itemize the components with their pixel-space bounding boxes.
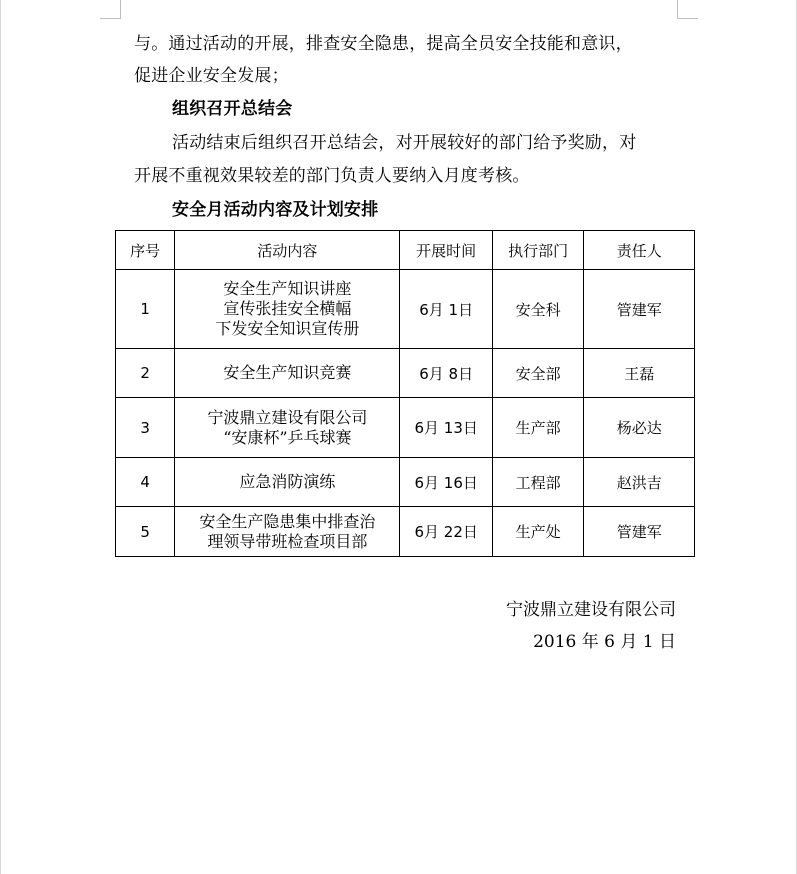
cell-activity xyxy=(175,349,400,398)
paragraph-1-line-2: 促进企业安全发展； xyxy=(134,66,289,86)
cell-time: 6月 13日 xyxy=(400,398,492,458)
activity-line: 宁波鼎立建设有限公司 xyxy=(207,407,368,427)
paragraph-1-line-1: 与。通过活动的开展，排查安全隐患，提高全员安全技能和意识， xyxy=(134,34,633,54)
cell-person: 王磊 xyxy=(584,349,695,398)
cell-dept: 工程部 xyxy=(492,458,583,507)
header-dept: 执行部门 xyxy=(492,231,583,270)
crop-mark-top-left xyxy=(120,0,121,18)
cell-activity xyxy=(175,507,400,557)
cell-seq: 2 xyxy=(116,349,175,398)
activity-line: 宣传张挂安全横幅 xyxy=(223,299,352,318)
header-time: 开展时间 xyxy=(400,231,492,270)
cell-seq: 5 xyxy=(116,507,175,557)
table-row xyxy=(116,458,695,507)
header-person: 责任人 xyxy=(584,231,695,270)
table-row xyxy=(116,270,695,349)
cell-time: 6月 1日 xyxy=(400,270,492,349)
cell-dept: 安全科 xyxy=(492,270,583,349)
activity-line: 下发安全知识宣传册 xyxy=(215,319,360,338)
page-edge-left xyxy=(0,0,1,874)
activity-line: 安全生产知识竞赛 xyxy=(223,363,352,382)
cell-dept: 生产处 xyxy=(492,507,583,557)
heading-summary-meeting: 组织召开总结会 xyxy=(172,99,293,119)
activity-line: “安康杯”乒乓球赛 xyxy=(223,427,352,447)
cell-seq: 3 xyxy=(116,398,175,458)
activity-line: 安全生产知识讲座 xyxy=(223,279,352,298)
cell-time: 6月 16日 xyxy=(400,458,492,507)
cell-seq: 4 xyxy=(116,458,175,507)
cell-dept: 安全部 xyxy=(492,349,583,398)
cell-activity xyxy=(175,398,400,458)
activity-plan-table xyxy=(115,230,695,557)
table-row xyxy=(116,398,695,458)
cell-person: 赵洪吉 xyxy=(584,458,695,507)
table-row xyxy=(116,349,695,398)
table-row xyxy=(116,507,695,557)
cell-person: 杨必达 xyxy=(584,398,695,458)
crop-mark-top-left-h xyxy=(100,18,121,19)
header-activity: 活动内容 xyxy=(175,231,400,270)
cell-time: 6月 8日 xyxy=(400,349,492,398)
heading-plan: 安全月活动内容及计划安排 xyxy=(172,200,379,220)
activity-line: 安全生产隐患集中排查治 xyxy=(199,511,376,531)
cell-dept: 生产部 xyxy=(492,398,583,458)
cell-person: 管建军 xyxy=(584,507,695,557)
cell-activity xyxy=(175,458,400,507)
activity-line: 应急消防演练 xyxy=(239,472,336,491)
cell-activity xyxy=(175,270,400,349)
header-seq: 序号 xyxy=(116,231,175,270)
paragraph-2-line-1: 活动结束后组织召开总结会，对开展较好的部门给予奖励，对 xyxy=(172,133,637,153)
cell-time: 6月 22日 xyxy=(400,507,492,557)
signature-date: 2016 年 6 月 1 日 xyxy=(533,632,676,652)
crop-mark-top-right xyxy=(677,0,678,18)
signature-company: 宁波鼎立建设有限公司 xyxy=(506,600,676,620)
activity-line: 理领导带班检查项目部 xyxy=(207,531,368,551)
cell-person: 管建军 xyxy=(584,270,695,349)
crop-mark-top-right-h xyxy=(677,18,698,19)
paragraph-2-line-2: 开展不重视效果较差的部门负责人要纳入月度考核。 xyxy=(134,166,530,186)
cell-seq: 1 xyxy=(116,270,175,349)
table-header-row xyxy=(116,231,695,270)
